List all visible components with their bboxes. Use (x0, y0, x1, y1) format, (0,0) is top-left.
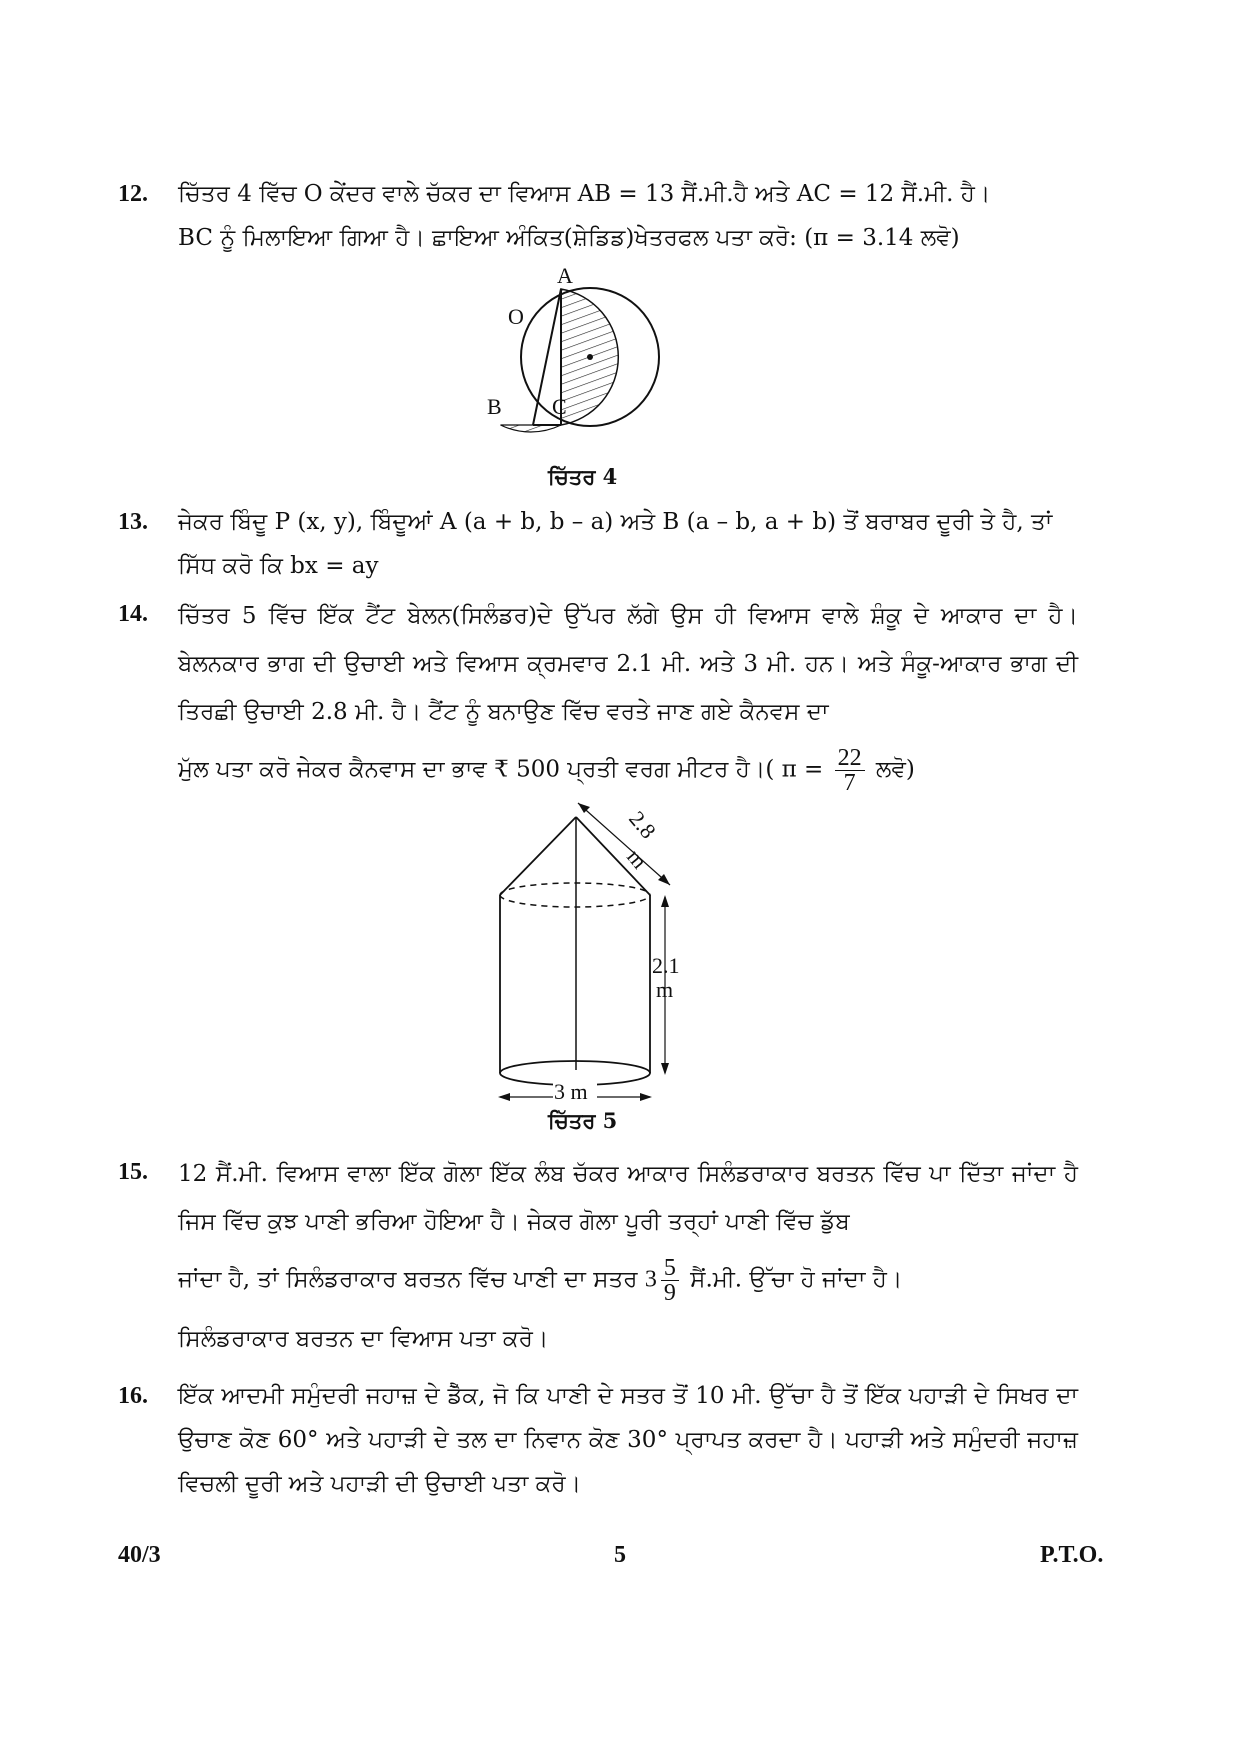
question-text-mid-line: ਜਾਂਦਾ ਹੈ, ਤਾਂ ਸਿਲੰਡਰਾਕਾਰ ਬਰਤਨ ਵਿੱਚ ਪਾਣੀ ਦਾ ਸਤਰ 3 $\frac{5}{9}$ ਸੈਂ.ਮੀ. ਉੱਚਾ ਹੋ ਜਾਂਦਾ ਹੈ। (178, 1255, 903, 1306)
question-number: 13. (118, 509, 148, 535)
label-c: C (552, 394, 567, 419)
question-text: ਚਿੱਤਰ 5 ਵਿੱਚ ਇੱਕ ਟੈਂਟ ਬੇਲਨ(ਸਿਲੰਡਰ)ਦੇ ਉੱਪਰ ਲੱਗੇ ਉਸ ਹੀ ਵਿਆਸ ਵਾਲੇ ਸ਼ੰਕੂ ਦੇ ਆਕਾਰ ਦਾ ਹੈ। ਬੇਲਨਕਾਰ ਭਾਗ ਦੀ ਉਚਾਈ ਅਤੇ ਵਿਆਸ ਕ੍ਰਮਵਾਰ 2.1 ਮੀ. ਅਤੇ 3 ਮੀ. ਹਨ। ਅਤੇ ਸੰਕੂ-ਆਕਾਰ ਭਾਗ ਦੀ ਤਿਰਛੀ ਉਚਾਈ 2.8 ਮੀ. ਹੈ। ਟੈਂਟ ਨੂੰ ਬਨਾਉਣ ਵਿੱਚ ਵਰਤੇ ਜਾਣ ਗਏ ਕੈਨਵਸ ਦਾ (178, 603, 1078, 725)
fraction-5-9: $\frac{5}{9}$ (661, 1256, 679, 1305)
mixed-number-whole: 3 (644, 1266, 657, 1293)
arrowhead (640, 1093, 652, 1101)
figure-5-tent-diagram (480, 795, 700, 1135)
question-text-line: ਸਿੱਧ ਕਰੋ ਕਿ bx = ay (178, 553, 379, 579)
question-text: 12 ਸੈਂ.ਮੀ. ਵਿਆਸ ਵਾਲਾ ਇੱਕ ਗੋਲਾ ਇੱਕ ਲੰਬ ਚੱਕਰ ਆਕਾਰ ਸਿਲੰਡਰਾਕਾਰ ਬਰਤਨ ਵਿੱਚ ਪਾ ਦਿੱਤਾ ਜਾਂਦਾ ਹੈ ਜਿਸ ਵਿੱਚ ਕੁਝ ਪਾਣੀ ਭਰਿਆ ਹੋਇਆ ਹੈ। ਜੇਕਰ ਗੋਲਾ ਪੂਰੀ ਤਰ੍ਹਾਂ ਪਾਣੀ ਵਿੱਚ ਡੁੱਬ (178, 1161, 1078, 1235)
question-number: 14. (118, 601, 148, 627)
question-number: 15. (118, 1159, 148, 1185)
top-ellipse-back (500, 883, 650, 895)
question-14 (118, 592, 1078, 795)
height-label: 2.1 (652, 953, 680, 978)
height-unit-label: m (656, 977, 674, 1002)
label-b: B (487, 394, 502, 419)
question-text: ਇੱਕ ਆਦਮੀ ਸਮੁੰਦਰੀ ਜਹਾਜ਼ ਦੇ ਡੈੱਕ, ਜੋ ਕਿ ਪਾਣੀ ਦੇ ਸਤਰ ਤੋਂ 10 ਮੀ. ਉੱਚਾ ਹੈ ਤੋਂ ਇੱਕ ਪਹਾੜੀ ਦੇ ਸਿਖਰ ਦਾ ਉਚਾਣ ਕੋਣ 60° ਅਤੇ ਪਹਾੜੀ ਦੇ ਤਲ ਦਾ ਨਿਵਾਨ ਕੋਣ 30° ਪ੍ਰਾਪਤ ਕਰਦਾ ਹੈ। ਪਹਾੜੀ ਅਤੇ ਸਮੁੰਦਰੀ ਜਹਾਜ਼ ਵਿਚਲੀ ਦੂਰੀ ਅਤੇ ਪਹਾੜੀ ਦੀ ਉਚਾਈ ਪਤਾ ਕਰੋ। (178, 1383, 1078, 1497)
question-13 (118, 500, 1078, 588)
question-number: 16. (118, 1383, 148, 1409)
question-text-line: ਜੇਕਰ ਬਿੰਦੂ P (x, y), ਬਿੰਦੂਆਂ A (a + b, b – a) ਅਤੇ B (a – b, a + b) ਤੋਂ ਬਰਾਬਰ ਦੂਰੀ ਤੇ ਹੈ, ਤਾਂ (178, 509, 1053, 535)
label-a: A (557, 263, 573, 288)
question-text-last-line: ਸਿਲੰਡਰਾਕਾਰ ਬਰਤਨ ਦਾ ਵਿਆਸ ਪਤਾ ਕਰੋ। (178, 1326, 549, 1352)
arrowhead (661, 1063, 669, 1075)
question-15 (118, 1150, 1078, 1361)
question-text-last-line: ਮੁੱਲ ਪਤਾ ਕਰੋ ਜੇਕਰ ਕੈਨਵਾਸ ਦਾ ਭਾਵ ₹ 500 ਪ੍ਰਤੀ ਵਰਗ ਮੀਟਰ ਹੈ।( π = $\frac{22}{7}$ ਲਵੋ) (178, 745, 915, 796)
diameter-label: 3 m (554, 1079, 588, 1104)
figure-4-caption: ਚਿੱਤਰ 4 (548, 464, 618, 489)
figure-5-caption: ਚਿੱਤਰ 5 (548, 1108, 618, 1133)
question-16 (118, 1374, 1078, 1506)
slant-unit-label: m (622, 844, 653, 874)
slant-dimension-arrow (578, 803, 670, 885)
question-text-line: ਚਿੱਤਰ 4 ਵਿੱਚ O ਕੇਂਦਰ ਵਾਲੇ ਚੱਕਰ ਦਾ ਵਿਆਸ AB = 13 ਸੈਂ.ਮੀ.ਹੈ ਅਤੇ AC = 12 ਸੈਂ.ਮੀ. ਹੈ। (178, 181, 991, 207)
top-ellipse-front (500, 895, 650, 907)
page-number: 5 (614, 1542, 626, 1568)
arrowhead (661, 895, 669, 907)
paper-code: 40/3 (118, 1542, 161, 1568)
question-text-line: BC ਨੂੰ ਮਿਲਾਇਆ ਗਿਆ ਹੈ। ਛਾਇਆ ਅੰਕਿਤ(ਸ਼ੇਡਿਡ)ਖੇਤਰਫਲ ਪਤਾ ਕਰੋ: (π = 3.14 ਲਵੋ) (178, 225, 960, 251)
fraction-22-7: $\frac{22}{7}$ (835, 746, 865, 795)
label-o: O (508, 304, 524, 329)
slant-label: 2.8 (624, 806, 661, 844)
question-number: 12. (118, 181, 148, 207)
figure-4-labels (440, 240, 680, 470)
arrowhead (498, 1093, 510, 1101)
pto-label: P.T.O. (1040, 1542, 1104, 1568)
